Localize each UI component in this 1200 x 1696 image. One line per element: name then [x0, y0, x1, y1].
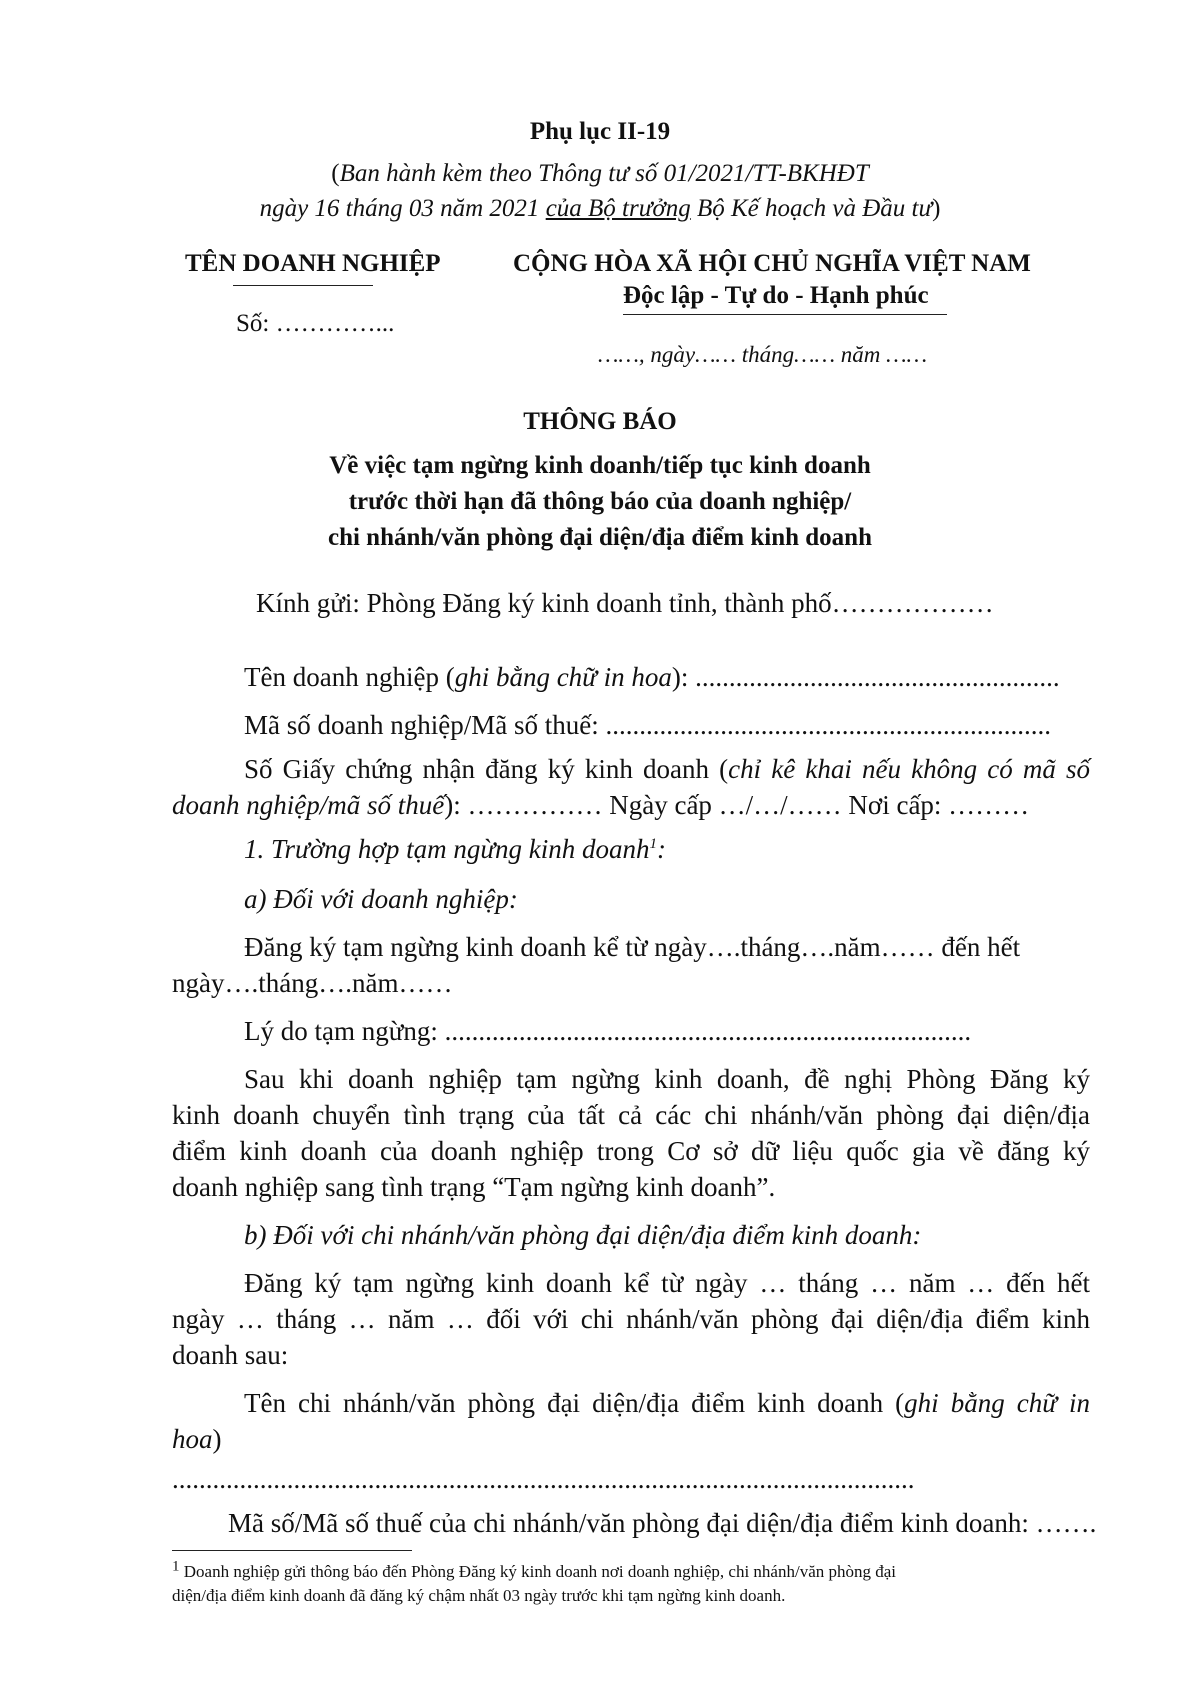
subsection-a-heading: a) Đối với doanh nghiệp:: [244, 884, 518, 914]
branch-name-hint-2: hoa: [172, 1424, 213, 1454]
notice-subtitle-1: Về việc tạm ngừng kinh doanh/tiếp tục kinh doanh: [329, 452, 871, 479]
subsection-b-line-3: doanh sau:: [172, 1340, 289, 1370]
issued-ministry: Bộ Kế hoạch và Đầu tư: [690, 195, 933, 222]
branch-name-close: ): [212, 1424, 222, 1454]
paragraph-line-4: doanh nghiệp sang tình trạng “Tạm ngừng kinh doanh”.: [172, 1172, 776, 1202]
subsection-b-line-1: Đăng ký tạm ngừng kinh doanh kể từ ngày … tháng … năm … đến hết: [244, 1268, 1090, 1298]
appendix-title: Phụ lục II-19: [529, 118, 671, 145]
branch-name-line-2: [172, 1424, 222, 1455]
section-1-heading: [244, 834, 666, 865]
motto-underline: [623, 314, 947, 315]
paragraph-line-3: điểm kinh doanh của doanh nghiệp trong Cơ sở dữ liệu quốc gia về đăng ký: [172, 1136, 1090, 1166]
company-name-underline: [233, 285, 373, 286]
company-name-label: Tên doanh nghiệp (: [244, 662, 455, 692]
company-name-field: [244, 662, 1060, 693]
certificate-hint-1: chỉ kê khai nếu không có mã số: [728, 754, 1091, 784]
footnote-line-1: [172, 1558, 897, 1582]
nation-heading: CỘNG HÒA XÃ HỘI CHỦ NGHĨA VIỆT NAM: [513, 250, 1031, 277]
certificate-line-1: [244, 754, 1090, 785]
notice-subtitle-2: trước thời hạn đã thông báo của doanh nghiệp/: [348, 488, 852, 515]
notice-title: THÔNG BÁO: [523, 408, 677, 435]
notice-subtitle-3: chi nhánh/văn phòng đại diện/địa điểm kinh doanh: [327, 524, 872, 551]
footnote-separator: [172, 1550, 412, 1551]
issued-text-1: Ban hành kèm theo Thông tư số 01/2021/TT-BKHĐT: [339, 160, 869, 187]
paren-close: ): [932, 195, 941, 222]
certificate-details: ): …………… Ngày cấp …/…/…… Nơi cấp: ………: [444, 790, 1030, 820]
paragraph-line-2: kinh doanh chuyển tình trạng của tất cả các chi nhánh/văn phòng đại diện/địa: [172, 1100, 1090, 1130]
company-name-hint: ghi bằng chữ in hoa: [454, 662, 672, 692]
branch-name-blank: ..............................................................................................................: [172, 1464, 915, 1494]
tax-code-field: Mã số doanh nghiệp/Mã số thuế: ..................................................................: [244, 710, 1051, 740]
company-name-blank: ): ......................................................: [671, 662, 1060, 692]
certificate-hint-2: doanh nghiệp/mã số thuế: [172, 790, 445, 820]
section-1-heading-text: 1. Trường hợp tạm ngừng kinh doanh: [244, 834, 650, 864]
reason-field: Lý do tạm ngừng: ..............................................................................: [244, 1016, 972, 1046]
issued-line-2: [0, 195, 1200, 223]
footnote-mark: 1: [172, 1558, 180, 1575]
footnote-ref: 1: [649, 836, 658, 852]
subsection-a-line-2: ngày….tháng….năm……: [172, 968, 453, 998]
recipient-line: Kính gửi: Phòng Đăng ký kinh doanh tỉnh, thành phố………………: [256, 588, 994, 618]
branch-name-line-1: [244, 1388, 1090, 1419]
company-name-heading: TÊN DOANH NGHIỆP: [185, 250, 441, 277]
issued-line-1: [0, 160, 1200, 188]
issued-minister: của Bộ trưởng: [545, 195, 691, 222]
subsection-a-line-1: Đăng ký tạm ngừng kinh doanh kể từ ngày….tháng….năm…… đến hết: [244, 932, 1021, 962]
certificate-label: Số Giấy chứng nhận đăng ký kinh doanh (: [244, 754, 729, 784]
document-number: Số: …………...: [236, 310, 395, 337]
branch-name-label: Tên chi nhánh/văn phòng đại diện/địa điểm kinh doanh (: [244, 1388, 905, 1418]
subsection-b-line-2: ngày … tháng … năm … đối với chi nhánh/văn phòng đại diện/địa điểm kinh: [172, 1304, 1090, 1334]
subsection-b-heading: b) Đối với chi nhánh/văn phòng đại diện/địa điểm kinh doanh:: [244, 1220, 922, 1250]
paragraph-line-1: Sau khi doanh nghiệp tạm ngừng kinh doanh, đề nghị Phòng Đăng ký: [244, 1064, 1090, 1094]
issued-date: ngày 16 tháng 03 năm 2021: [259, 195, 546, 222]
footnote-line-2: diện/địa điểm kinh doanh đã đăng ký chậm nhất 03 ngày trước khi tạm ngừng kinh doanh.: [172, 1586, 786, 1605]
branch-name-hint-1: ghi bằng chữ in: [904, 1388, 1090, 1418]
footnote-text-1: Doanh nghiệp gửi thông báo đến Phòng Đăng ký kinh doanh nơi doanh nghiệp, chi nhánh/văn phòng đại: [179, 1562, 897, 1581]
motto: Độc lập - Tự do - Hạnh phúc: [623, 282, 929, 309]
certificate-line-2: [172, 790, 1029, 821]
date-line: ……, ngày…… tháng…… năm ……: [598, 342, 928, 367]
paren-open: (: [331, 160, 340, 187]
branch-tax-code-field: Mã số/Mã số thuế của chi nhánh/văn phòng đại diện/địa điểm kinh doanh: …….: [228, 1508, 1097, 1538]
section-1-heading-colon: :: [657, 834, 667, 864]
